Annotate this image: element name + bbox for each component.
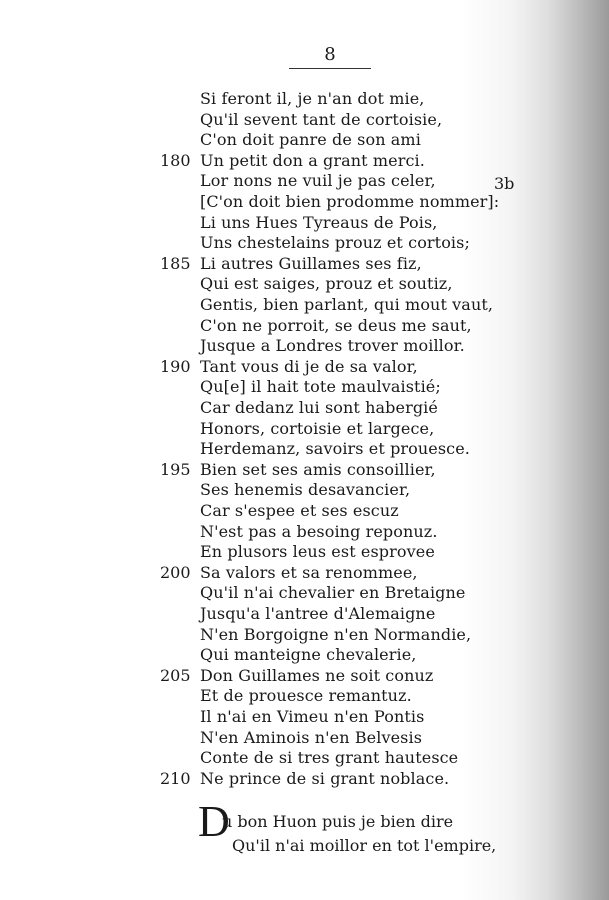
- margin-note: 3b: [494, 174, 515, 193]
- verse-line: Jusque a Londres trover moillor.: [200, 336, 465, 355]
- verse-line: Herdemanz, savoirs et prouesce.: [200, 439, 470, 458]
- line-number: 190: [160, 357, 191, 376]
- verse-line: Qu'il sevent tant de cortoisie,: [200, 110, 443, 129]
- verse-line: Honors, cortoisie et largece,: [200, 419, 435, 438]
- verse-line: Jusqu'a l'antree d'Alemaigne: [200, 604, 436, 623]
- verse-line: Li uns Hues Tyreaus de Pois,: [200, 213, 438, 232]
- verse-line: Car s'espee et ses escuz: [200, 501, 399, 520]
- verse-line: En plusors leus est esprovee: [200, 542, 435, 561]
- verse-line-final-2: Qu'il n'ai moillor en tot l'empire,: [232, 836, 497, 855]
- verse-line: Gentis, bien parlant, qui mout vaut,: [200, 295, 494, 314]
- verse-line: C'on ne porroit, se deus me saut,: [200, 316, 472, 335]
- verse-line: Qui manteigne chevalerie,: [200, 645, 417, 664]
- verse-line: Lor nons ne vuil je pas celer,: [200, 171, 436, 190]
- verse-line: N'est pas a besoing reponuz.: [200, 522, 438, 541]
- verse-line: Un petit don a grant merci.: [200, 151, 425, 170]
- verse-line: Conte de si tres grant hautesce: [200, 748, 459, 767]
- verse-line: Qui est saiges, prouz et soutiz,: [200, 274, 453, 293]
- verse-line: [C'on doit bien prodomme nommer]:: [200, 192, 500, 211]
- drop-cap: D: [198, 797, 230, 846]
- line-number: 205: [160, 666, 191, 685]
- verse-line: Il n'ai en Vimeu n'en Pontis: [200, 707, 425, 726]
- verse-line: N'en Aminois n'en Belvesis: [200, 728, 423, 747]
- verse-line: Sa valors et sa renommee,: [200, 563, 418, 582]
- verse-line: Et de prouesce remantuz.: [200, 686, 412, 705]
- verse-line: Bien set ses amis consoillier,: [200, 460, 436, 479]
- line-number: 180: [160, 151, 191, 170]
- header-rule: [289, 68, 371, 69]
- verse-line: Ne prince de si grant noblace.: [200, 769, 450, 788]
- verse-line-final-1: u bon Huon puis je bien dire: [222, 812, 454, 831]
- verse-line: Uns chestelains prouz et cortois;: [200, 233, 470, 252]
- verse-line: Qu[e] il hait tote maulvaistié;: [200, 377, 441, 396]
- verse-line: Car dedanz lui sont habergié: [200, 398, 438, 417]
- verse-line: Don Guillames ne soit conuz: [200, 666, 434, 685]
- verse-line: Si feront il, je n'an dot mie,: [200, 89, 425, 108]
- line-number: 195: [160, 460, 191, 479]
- page-number: 8: [324, 44, 336, 65]
- verse-line: Ses henemis desavancier,: [200, 480, 411, 499]
- verse-line: Li autres Guillames ses fiz,: [200, 254, 422, 273]
- verse-line: Tant vous di je de sa valor,: [200, 357, 418, 376]
- line-number: 185: [160, 254, 191, 273]
- line-number: 200: [160, 563, 191, 582]
- verse-line: N'en Borgoigne n'en Normandie,: [200, 625, 472, 644]
- verse-line: C'on doit panre de son ami: [200, 130, 421, 149]
- verse-line: Qu'il n'ai chevalier en Bretaigne: [200, 583, 466, 602]
- line-number: 210: [160, 769, 191, 788]
